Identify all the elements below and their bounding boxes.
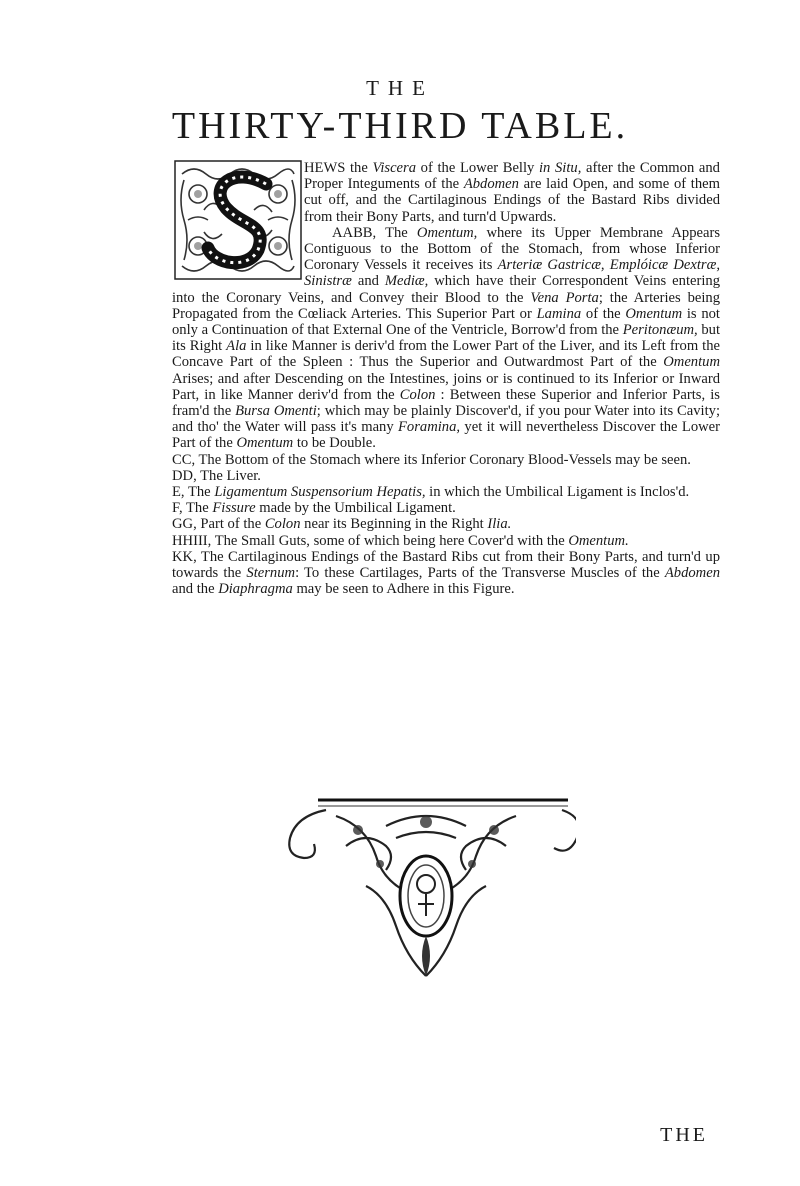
dropcap-space [172, 160, 304, 284]
entry-gg: GG, Part of the Colon near its Beginning in the Right Ilia. [172, 516, 512, 533]
entry-f: F, The Fissure made by the Umbilical Ligament. [172, 500, 456, 517]
entry-kk: KK, The Cartilaginous Endings of the Bastard Ribs cut from their Bony Parts, and turn'd up towards the Sternum: To these Cartilages, Parts of the Transverse Muscles of the Abdomen and the Diaphragma may be seen to Adhere in this Figure. [172, 548, 720, 598]
entry-hhiii: HHIII, The Small Guts, some of which being here Cover'd with the Omentum. [172, 532, 629, 549]
running-title: THE [366, 76, 434, 100]
entry-cc: CC, The Bottom of the Stomach where its Inferior Coronary Blood-Vessels may be seen. [172, 451, 691, 468]
entry-dd: DD, The Liver. [172, 467, 261, 484]
page-title: THIRTY-THIRD TABLE. [171, 105, 629, 147]
entry-e: E, The Ligamentum Suspensorium Hepatis, in which the Umbilical Ligament is Inclos'd. [172, 484, 690, 501]
description-text [172, 160, 720, 597]
entry-aabb: AABB, The Omentum, where its Upper Membrane Appears Contiguous to the Bottom of the Stomach, from whose Inferior Coronary Vessels it receives its Arteriæ Gastricæ, Emplóicæ Dextræ, Sinistræ and Mediæ, which have their Correspondent Veins entering into the Coronary Veins, and Convey their Blood to the Vena Porta; the Arteries being Propagated from the Cœliack Arteries. This Superior Part or Lamina of the Omentum is not only a Continuation of that External One of the Ventricle, Borrow'd from the Peritonæum, but its Right Ala in like Manner is deriv'd from the Lower Part of the Liver, and its Left from the Concave Part of the Spleen : Thus the Superior and Outwardmost Part of the Omentum Arises; and after Descending on the Intestines, joins or is continued to its Inferior or Inward Part, in like Manner deriv'd from the Colon : Between these Superior and Inferior Parts, is fram'd the Bursa Omenti; which may be plainly Discover'd, if you pour Water into its Cavity; and tho' the Water will pass it's many Foramina, yet it will nevertheless Discover the Lower Part of the Omentum to be Double. [172, 224, 721, 452]
tailpiece-ornament-icon [276, 786, 576, 986]
dropcap-letter: S [238, 232, 239, 233]
intro-paragraph: HEWS the Viscera of the Lower Belly in Situ, after the Common and Proper Integuments of the Abdomen are laid Open, and some of them cut off, and the Cartilaginous Endings of the Bastard Ribs divided from their Bony Parts, and turn'd Upwards. [304, 160, 720, 225]
catchword: THE [660, 1124, 708, 1146]
